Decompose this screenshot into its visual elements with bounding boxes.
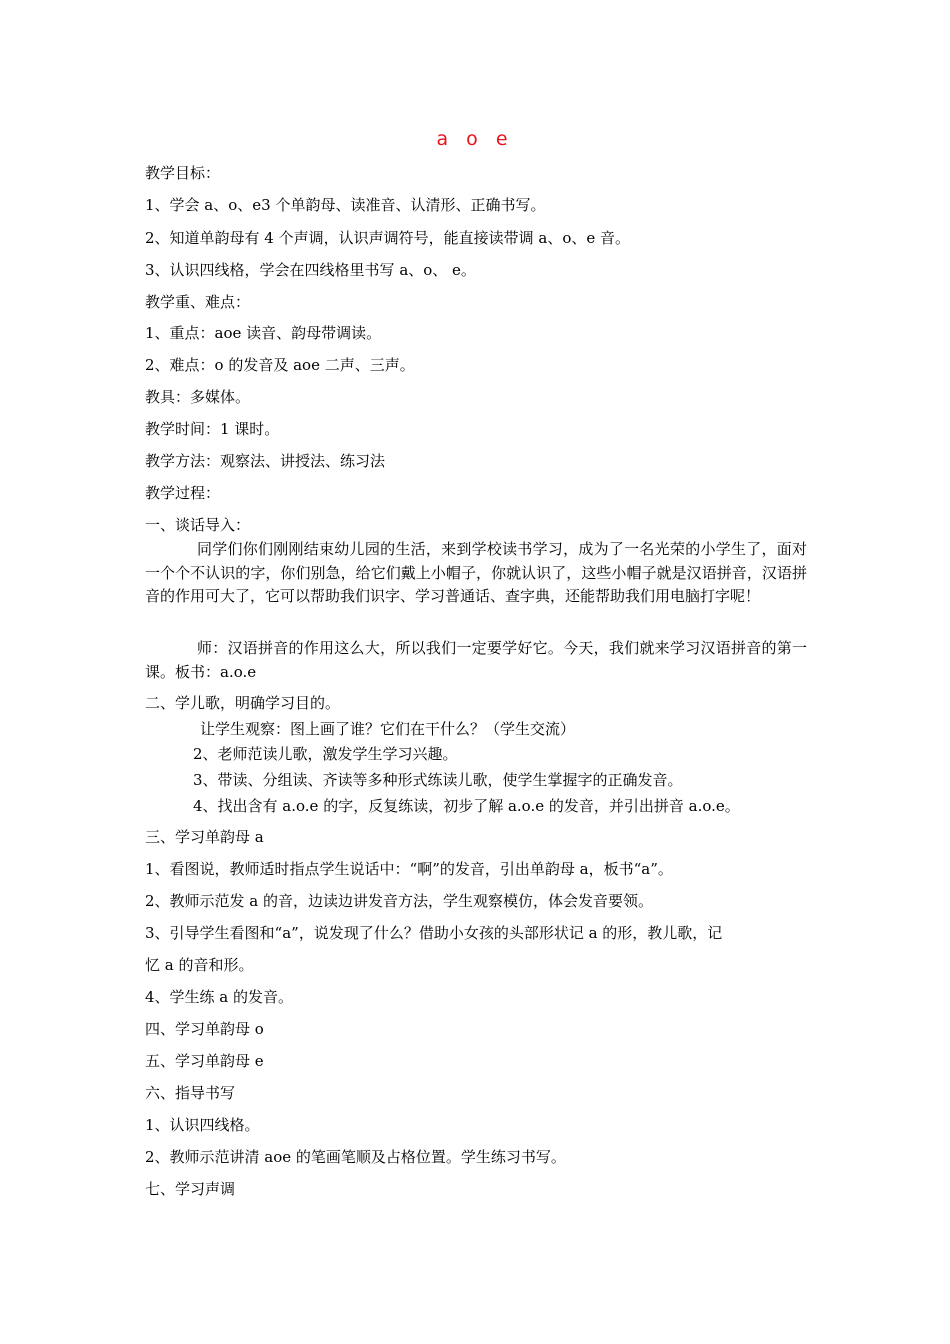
- list-item: 2、教师示范发 a 的音，边读边讲发音方法，学生观察模仿，体会发音要领。: [145, 892, 654, 910]
- list-item: 2、老师范读儿歌，激发学生学习兴趣。: [193, 745, 458, 763]
- list-item: 1、认识四线格。: [145, 1116, 260, 1134]
- section-heading: 七、学习声调: [145, 1180, 236, 1198]
- list-item: 4、找出含有 a.o.e 的字，反复练读，初步了解 a.o.e 的发音，并引出拼音 a.o.e。: [193, 797, 740, 815]
- section-heading: 六、指导书写: [145, 1084, 236, 1102]
- intro-paragraph: 同学们你们刚刚结束幼儿园的生活，来到学校读书学习，成为了一名光荣的小学生了，面对一个个不认识的字，你们别急，给它们戴上小帽子，你就认识了，这些小帽子就是汉语拼音，汉语拼音的作用可大了，它可以帮助我们识字、学习普通话、查字典，还能帮助我们用电脑打字呢！: [145, 540, 807, 605]
- document-title: a o e: [436, 128, 514, 150]
- list-item: 忆 a 的音和形。: [145, 956, 254, 974]
- key-point-item: 1、重点：aoe 读音、韵母带调读。: [145, 324, 382, 342]
- key-point-item: 2、难点：o 的发音及 aoe 二声、三声。: [145, 356, 415, 374]
- objective-item: 2、知道单韵母有 4 个声调，认识声调符号，能直接读带调 a、o、e 音。: [145, 229, 631, 247]
- section-heading: 五、学习单韵母 e: [145, 1052, 264, 1070]
- intro-paragraph: 师：汉语拼音的作用这么大，所以我们一定要学好它。今天，我们就来学习汉语拼音的第一课。板书：a.o.e: [145, 639, 807, 681]
- process-heading: 教学过程：: [145, 484, 221, 502]
- objective-item: 3、认识四线格，学会在四线格里书写 a、o、 e。: [145, 261, 476, 279]
- section-heading: 二、学儿歌，明确学习目的。: [145, 694, 341, 712]
- teaching-methods: 教学方法：观察法、讲授法、练习法: [145, 452, 386, 470]
- list-item: 3、带读、分组读、齐读等多种形式练读儿歌，使学生掌握字的正确发音。: [193, 771, 683, 789]
- list-item: 4、学生练 a 的发音。: [145, 988, 294, 1006]
- teaching-time: 教学时间：1 课时。: [145, 420, 280, 438]
- section-heading: 四、学习单韵母 o: [145, 1020, 264, 1038]
- list-item: 让学生观察：图上画了谁？它们在干什么？（学生交流）: [200, 720, 576, 738]
- key-points-heading: 教学重、难点：: [145, 293, 251, 311]
- section-heading: 一、谈话导入：: [145, 516, 251, 534]
- objectives-heading: 教学目标：: [145, 164, 221, 182]
- objective-item: 1、学会 a、o、e3 个单韵母、读准音、认清形、正确书写。: [145, 196, 546, 214]
- section-heading: 三、学习单韵母 a: [145, 828, 264, 846]
- teaching-tools: 教具：多媒体。: [145, 388, 251, 406]
- list-item: 3、引导学生看图和“a”，说发现了什么？借助小女孩的头部形状记 a 的形，教儿歌，记: [145, 924, 723, 942]
- list-item: 2、教师示范讲清 aoe 的笔画笔顺及占格位置。学生练习书写。: [145, 1148, 566, 1166]
- list-item: 1、看图说，教师适时指点学生说话中：“啊”的发音，引出单韵母 a，板书“a”。: [145, 860, 673, 878]
